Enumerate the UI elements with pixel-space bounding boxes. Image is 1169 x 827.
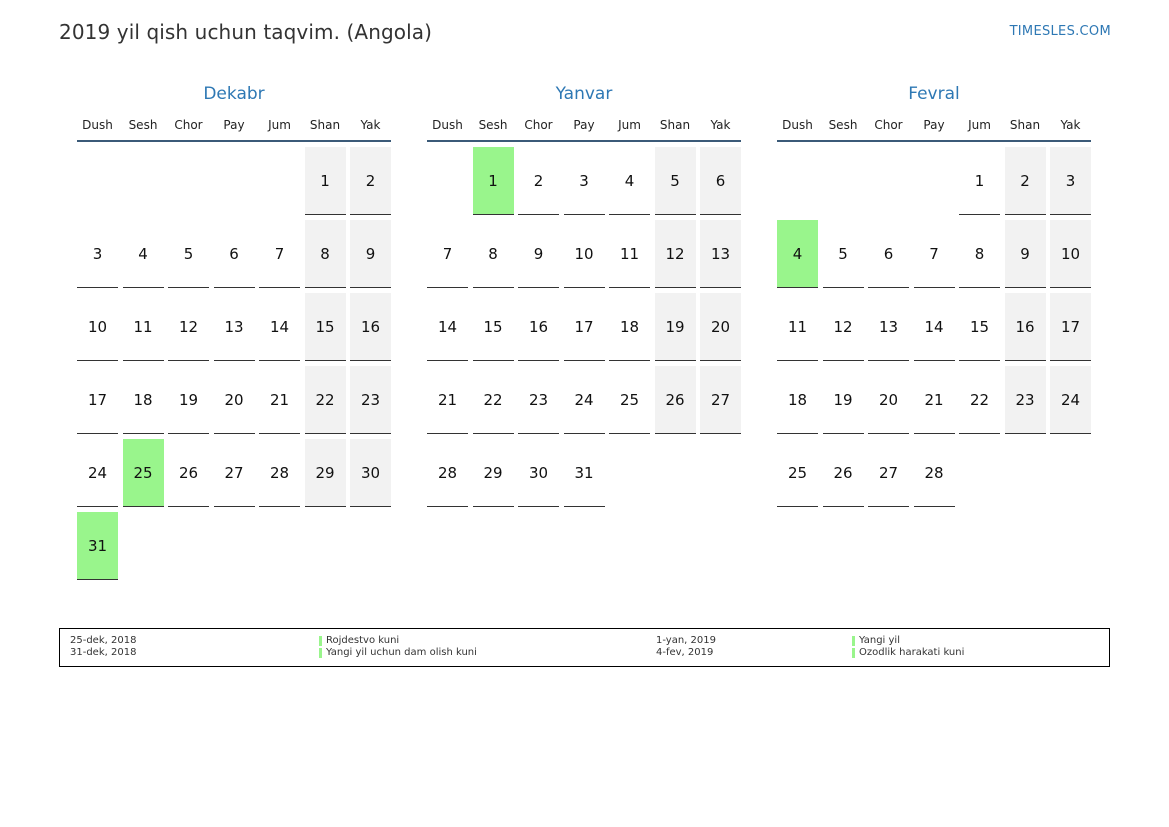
day-cell: 19 — [655, 293, 696, 361]
day-cell: 7 — [427, 220, 468, 288]
month-name: Dekabr — [203, 84, 265, 104]
day-cell: 3 — [77, 220, 118, 288]
day-cell: 15 — [473, 293, 514, 361]
weekday-label: Dush — [82, 118, 113, 132]
day-cell: 12 — [168, 293, 209, 361]
weekday-label: Yak — [1060, 118, 1081, 132]
holiday-color-swatch — [852, 636, 855, 646]
empty-day-cell — [214, 147, 255, 215]
legend-names — [319, 635, 477, 659]
weekday-label: Chor — [874, 118, 903, 132]
day-cell: 3 — [1050, 147, 1091, 215]
legend-date: 31-dek, 2018 — [70, 647, 137, 658]
holiday-day-cell: 25 — [123, 439, 164, 507]
holiday-legend — [59, 628, 1110, 667]
day-cell: 10 — [564, 220, 605, 288]
day-cell: 20 — [214, 366, 255, 434]
day-cell: 28 — [914, 439, 955, 507]
weekday-label: Shan — [309, 118, 341, 132]
day-cell: 11 — [777, 293, 818, 361]
day-cell: 8 — [473, 220, 514, 288]
day-cell: 27 — [700, 366, 741, 434]
day-cell: 3 — [564, 147, 605, 215]
day-cell: 9 — [1005, 220, 1046, 288]
day-cell: 9 — [350, 220, 391, 288]
weekday-label: Chor — [174, 118, 203, 132]
weekday-label: Dush — [782, 118, 813, 132]
day-cell: 26 — [823, 439, 864, 507]
day-cell: 6 — [868, 220, 909, 288]
legend-date: 4-fev, 2019 — [656, 647, 714, 658]
day-cell: 10 — [77, 293, 118, 361]
legend-entry — [852, 647, 964, 659]
holiday-color-swatch — [852, 648, 855, 658]
weekday-header — [427, 118, 741, 134]
weekday-header — [77, 118, 391, 134]
day-cell: 28 — [427, 439, 468, 507]
day-cell: 1 — [959, 147, 1000, 215]
day-cell: 4 — [123, 220, 164, 288]
empty-day-cell — [168, 147, 209, 215]
legend-holiday-name: Yangi yil — [859, 635, 900, 646]
weekday-label: Pay — [573, 118, 595, 132]
day-cell: 19 — [168, 366, 209, 434]
day-cell: 31 — [564, 439, 605, 507]
weekday-label: Sesh — [128, 118, 158, 132]
holiday-day-cell: 1 — [473, 147, 514, 215]
legend-dates — [656, 635, 716, 659]
legend-entry — [319, 647, 477, 659]
day-cell: 2 — [518, 147, 559, 215]
holiday-day-cell: 4 — [777, 220, 818, 288]
legend-entry — [319, 635, 477, 647]
empty-day-cell — [823, 147, 864, 215]
legend-names — [852, 635, 964, 659]
day-cell: 13 — [868, 293, 909, 361]
day-cell: 8 — [959, 220, 1000, 288]
day-cell: 23 — [1005, 366, 1046, 434]
month-divider — [77, 140, 391, 142]
day-cell: 17 — [564, 293, 605, 361]
day-cell: 30 — [518, 439, 559, 507]
day-cell: 24 — [1050, 366, 1091, 434]
day-cell: 22 — [959, 366, 1000, 434]
legend-holiday-name: Yangi yil uchun dam olish kuni — [326, 647, 477, 658]
holiday-day-cell: 31 — [77, 512, 118, 580]
legend-dates — [70, 635, 136, 659]
day-grid — [427, 147, 741, 507]
weekday-label: Pay — [223, 118, 245, 132]
day-cell: 20 — [700, 293, 741, 361]
day-cell: 2 — [1005, 147, 1046, 215]
legend-holiday-name: Rojdestvo kuni — [326, 635, 400, 646]
day-cell: 6 — [214, 220, 255, 288]
day-cell: 29 — [473, 439, 514, 507]
weekday-header — [777, 118, 1091, 134]
day-cell: 26 — [168, 439, 209, 507]
day-cell: 15 — [959, 293, 1000, 361]
day-cell: 14 — [914, 293, 955, 361]
weekday-label: Yak — [360, 118, 381, 132]
month-divider — [777, 140, 1091, 142]
month-calendar-dekabr — [77, 84, 391, 580]
day-cell: 25 — [777, 439, 818, 507]
month-name: Fevral — [908, 84, 960, 104]
day-cell: 21 — [914, 366, 955, 434]
day-cell: 23 — [350, 366, 391, 434]
weekday-label: Sesh — [478, 118, 508, 132]
weekday-label: Yak — [710, 118, 731, 132]
weekday-label: Jum — [968, 118, 991, 132]
month-divider — [427, 140, 741, 142]
day-cell: 4 — [609, 147, 650, 215]
day-grid — [77, 147, 391, 580]
month-calendar-fevral — [777, 84, 1091, 507]
day-cell: 27 — [868, 439, 909, 507]
empty-day-cell — [427, 147, 468, 215]
day-cell: 17 — [1050, 293, 1091, 361]
day-cell: 14 — [259, 293, 300, 361]
day-cell: 2 — [350, 147, 391, 215]
empty-day-cell — [914, 147, 955, 215]
day-cell: 6 — [700, 147, 741, 215]
empty-day-cell — [123, 147, 164, 215]
day-cell: 21 — [259, 366, 300, 434]
weekday-label: Jum — [268, 118, 291, 132]
day-cell: 7 — [259, 220, 300, 288]
empty-day-cell — [259, 147, 300, 215]
day-cell: 19 — [823, 366, 864, 434]
day-cell: 5 — [168, 220, 209, 288]
day-cell: 21 — [427, 366, 468, 434]
legend-holiday-name: Ozodlik harakati kuni — [859, 647, 965, 658]
weekday-label: Shan — [659, 118, 691, 132]
day-cell: 24 — [564, 366, 605, 434]
day-cell: 25 — [609, 366, 650, 434]
month-name: Yanvar — [555, 84, 613, 104]
day-cell: 11 — [123, 293, 164, 361]
day-cell: 5 — [823, 220, 864, 288]
day-cell: 16 — [350, 293, 391, 361]
day-cell: 30 — [350, 439, 391, 507]
day-cell: 16 — [518, 293, 559, 361]
legend-entry — [852, 635, 964, 647]
day-cell: 16 — [1005, 293, 1046, 361]
weekday-label: Sesh — [828, 118, 858, 132]
day-cell: 14 — [427, 293, 468, 361]
brand-link[interactable]: TIMESLES.COM — [1009, 24, 1111, 39]
weekday-label: Pay — [923, 118, 945, 132]
day-cell: 10 — [1050, 220, 1091, 288]
day-cell: 18 — [609, 293, 650, 361]
day-cell: 12 — [655, 220, 696, 288]
day-cell: 24 — [77, 439, 118, 507]
day-cell: 29 — [305, 439, 346, 507]
weekday-label: Chor — [524, 118, 553, 132]
month-calendar-yanvar — [427, 84, 741, 507]
empty-day-cell — [777, 147, 818, 215]
weekday-label: Shan — [1009, 118, 1041, 132]
day-cell: 12 — [823, 293, 864, 361]
day-cell: 20 — [868, 366, 909, 434]
day-cell: 8 — [305, 220, 346, 288]
legend-date: 1-yan, 2019 — [656, 635, 716, 646]
day-cell: 17 — [77, 366, 118, 434]
day-cell: 5 — [655, 147, 696, 215]
holiday-color-swatch — [319, 636, 322, 646]
weekday-label: Dush — [432, 118, 463, 132]
day-cell: 13 — [214, 293, 255, 361]
day-cell: 1 — [305, 147, 346, 215]
day-cell: 15 — [305, 293, 346, 361]
page-title: 2019 yil qish uchun taqvim. (Angola) — [59, 20, 433, 44]
day-grid — [777, 147, 1091, 507]
day-cell: 18 — [777, 366, 818, 434]
day-cell: 13 — [700, 220, 741, 288]
day-cell: 26 — [655, 366, 696, 434]
day-cell: 22 — [305, 366, 346, 434]
empty-day-cell — [77, 147, 118, 215]
day-cell: 11 — [609, 220, 650, 288]
day-cell: 7 — [914, 220, 955, 288]
holiday-color-swatch — [319, 648, 322, 658]
day-cell: 22 — [473, 366, 514, 434]
weekday-label: Jum — [618, 118, 641, 132]
day-cell: 18 — [123, 366, 164, 434]
day-cell: 23 — [518, 366, 559, 434]
day-cell: 27 — [214, 439, 255, 507]
empty-day-cell — [868, 147, 909, 215]
day-cell: 9 — [518, 220, 559, 288]
legend-date: 25-dek, 2018 — [70, 635, 137, 646]
day-cell: 28 — [259, 439, 300, 507]
